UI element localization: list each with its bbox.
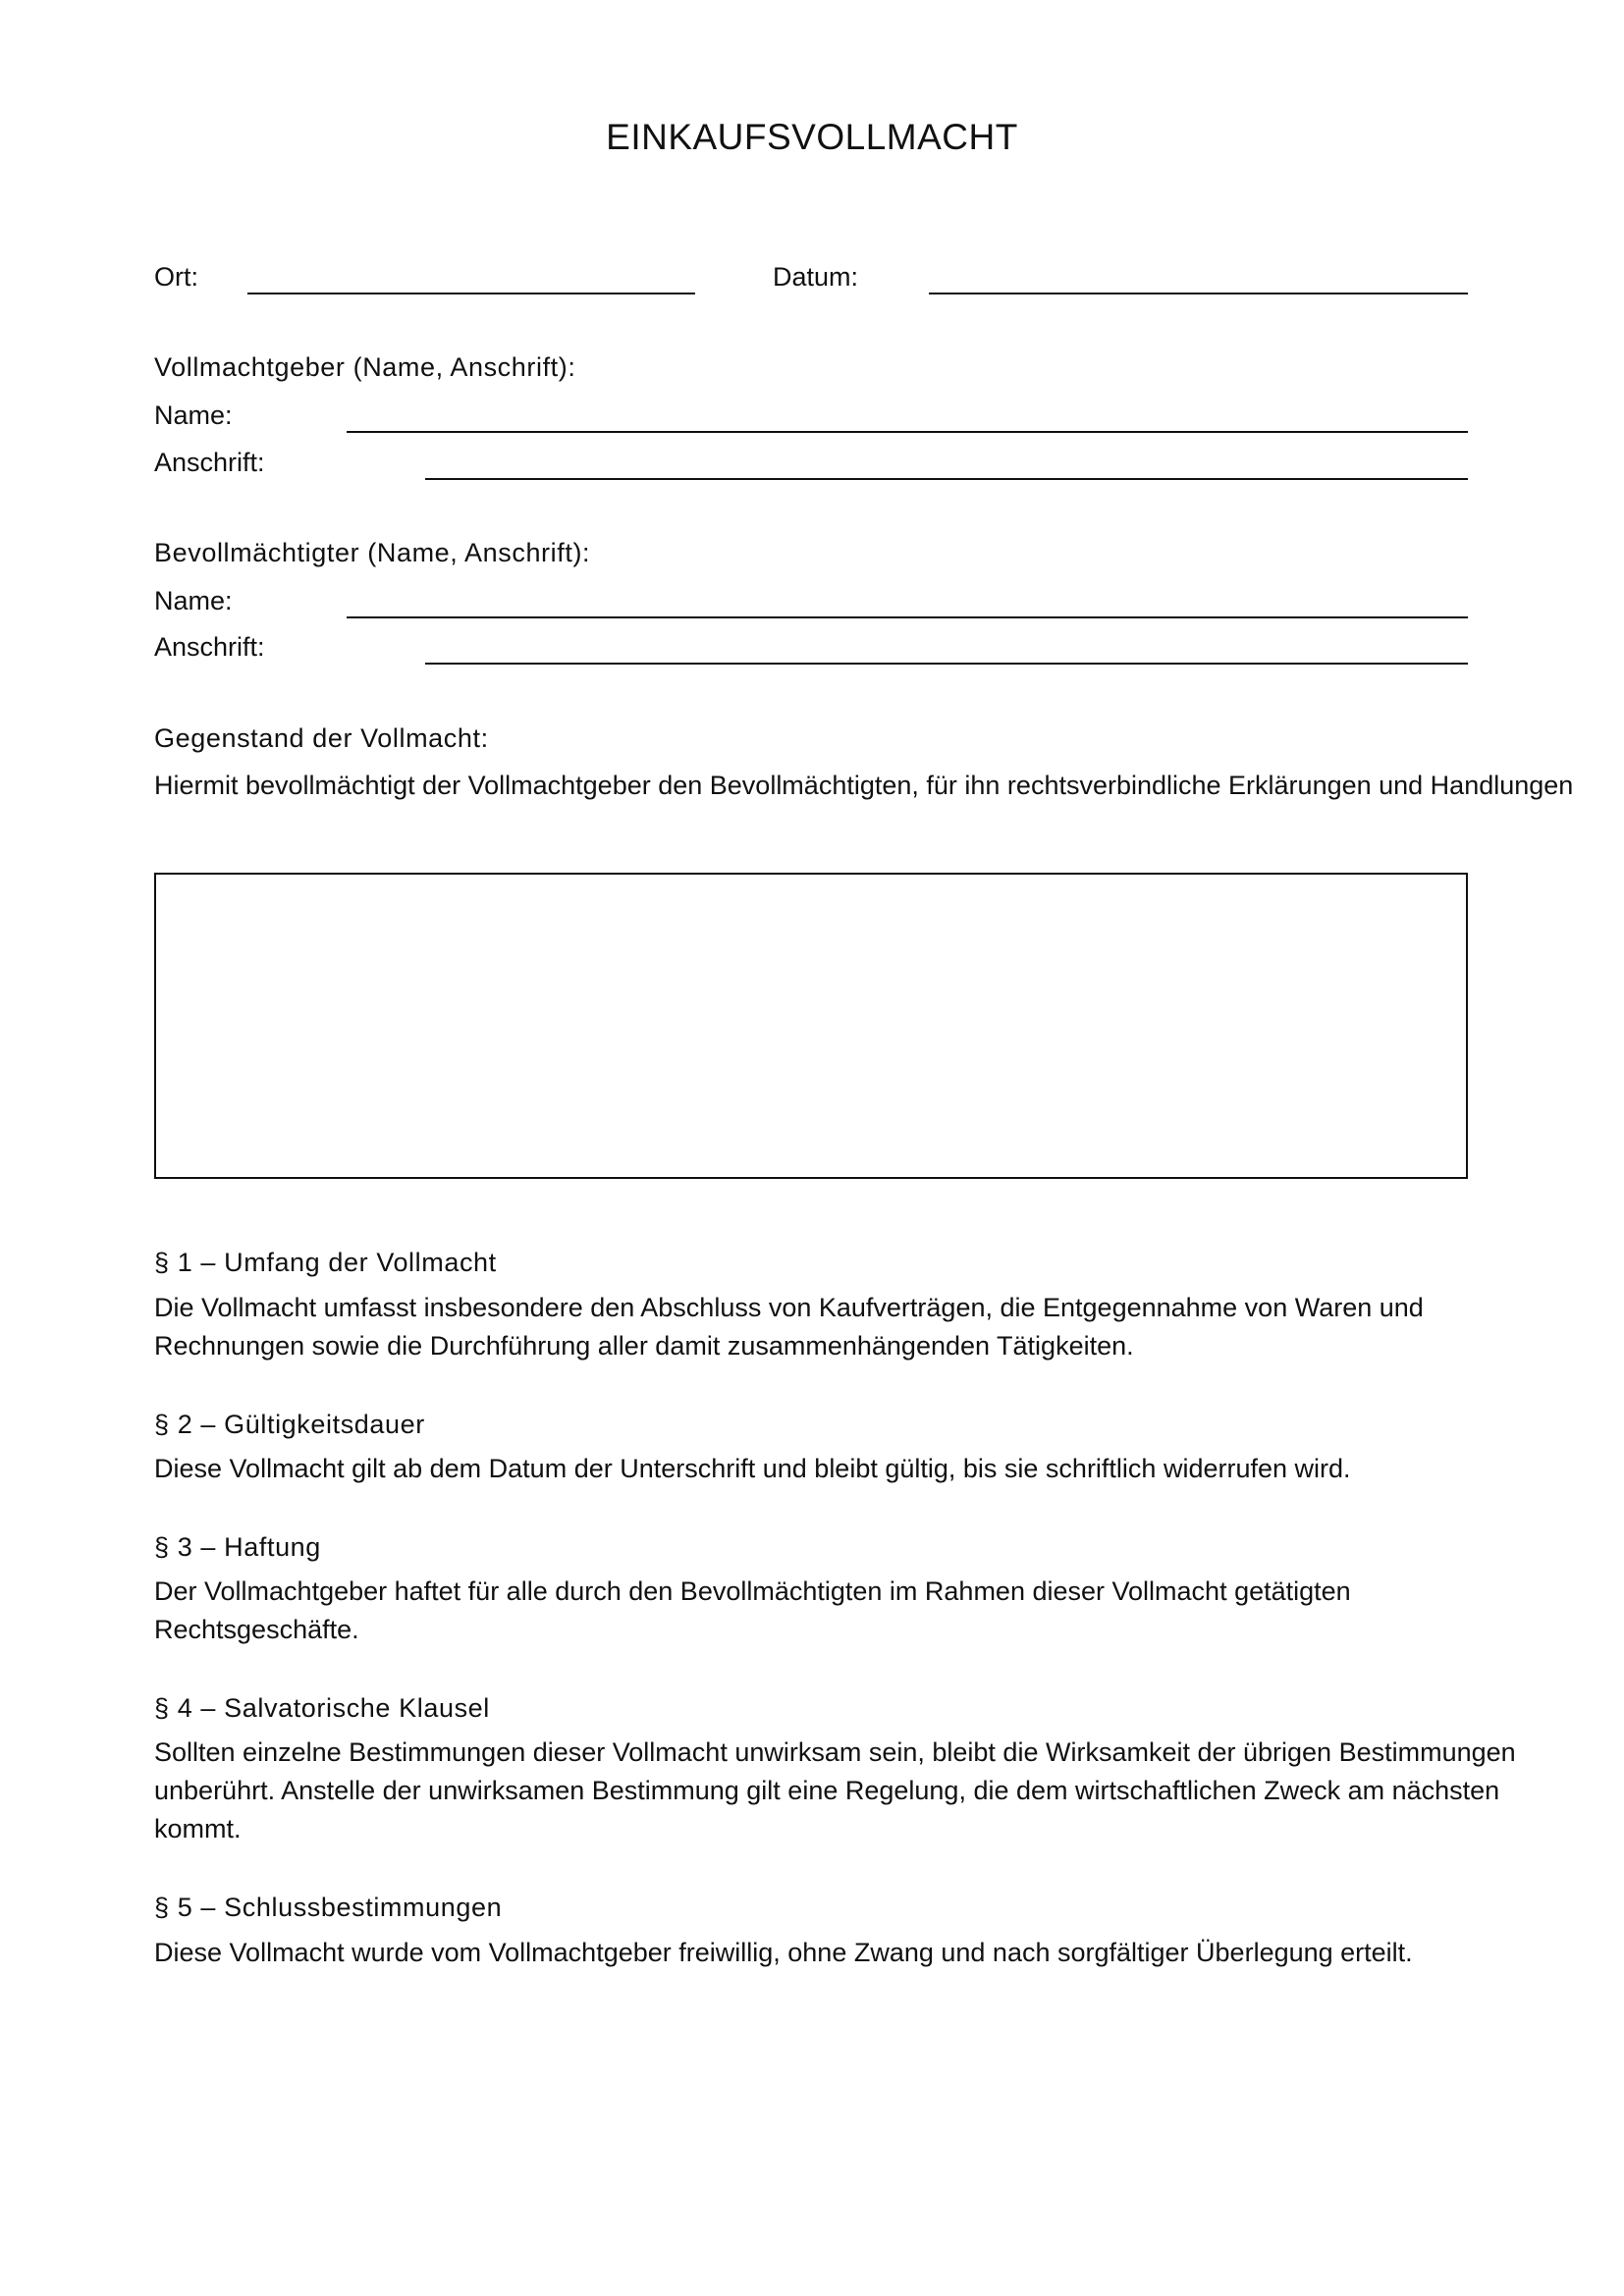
datum-label: Datum: [773,262,859,292]
section-5-heading: § 5 – Schlussbestimmungen [154,1893,503,1922]
agent-address-label: Anschrift: [154,632,265,662]
section-4-text: Sollten einzelne Bestimmungen dieser Vollmacht unwirksam sein, bleibt die Wirksamkeit der übrigen Bestimmungen unberührt. Anstelle der unwirksamen Bestimmung gilt eine Regelung, die dem wirtschaftlichen Zweck am nächsten kommt. [154,1737,1516,1843]
section-4-heading: § 4 – Salvatorische Klausel [154,1693,490,1723]
section-2-heading: § 2 – Gültigkeitsdauer [154,1410,425,1439]
section-3-text: Der Vollmachtgeber haftet für alle durch den Bevollmächtigten im Rahmen dieser Vollmacht getätigten Rechtsgeschäfte. [154,1576,1351,1644]
ort-label: Ort: [154,262,198,292]
section-1-heading: § 1 – Umfang der Vollmacht [154,1248,497,1277]
section-1-text: Die Vollmacht umfasst insbesondere den Abschluss von Kaufverträgen, die Entgegennahme von Waren und Rechnungen sowie die Durchführung aller damit zusammenhängenden Tätigkeiten. [154,1293,1424,1361]
grantor-name-label: Name: [154,400,233,430]
ort-field-line[interactable] [247,293,695,294]
grantor-heading: Vollmachtgeber (Name, Anschrift): [154,352,576,382]
grantor-address-line[interactable] [425,478,1468,480]
section-2-text: Diese Vollmacht gilt ab dem Datum der Unterschrift und bleibt gültig, bis sie schriftlich widerrufen wird. [154,1454,1351,1483]
agent-heading: Bevollmächtigter (Name, Anschrift): [154,538,591,567]
subject-text: Hiermit bevollmächtigt der Vollmachtgeber den Bevollmächtigten, für ihn rechtsverbindliche Erklärungen und Handlungen [154,771,1574,800]
document-title: EINKAUFSVOLLMACHT [606,117,1018,157]
section-5-text: Diese Vollmacht wurde vom Vollmachtgeber freiwillig, ohne Zwang und nach sorgfältiger Überlegung erteilt. [154,1938,1413,1967]
grantor-address-label: Anschrift: [154,448,265,477]
agent-address-line[interactable] [425,663,1468,665]
agent-name-label: Name: [154,586,233,615]
subject-heading: Gegenstand der Vollmacht: [154,723,489,753]
agent-name-line[interactable] [347,616,1468,618]
grantor-name-line[interactable] [347,431,1468,433]
subject-text-box[interactable] [154,873,1468,1179]
section-3-heading: § 3 – Haftung [154,1532,321,1562]
datum-field-line[interactable] [929,293,1468,294]
